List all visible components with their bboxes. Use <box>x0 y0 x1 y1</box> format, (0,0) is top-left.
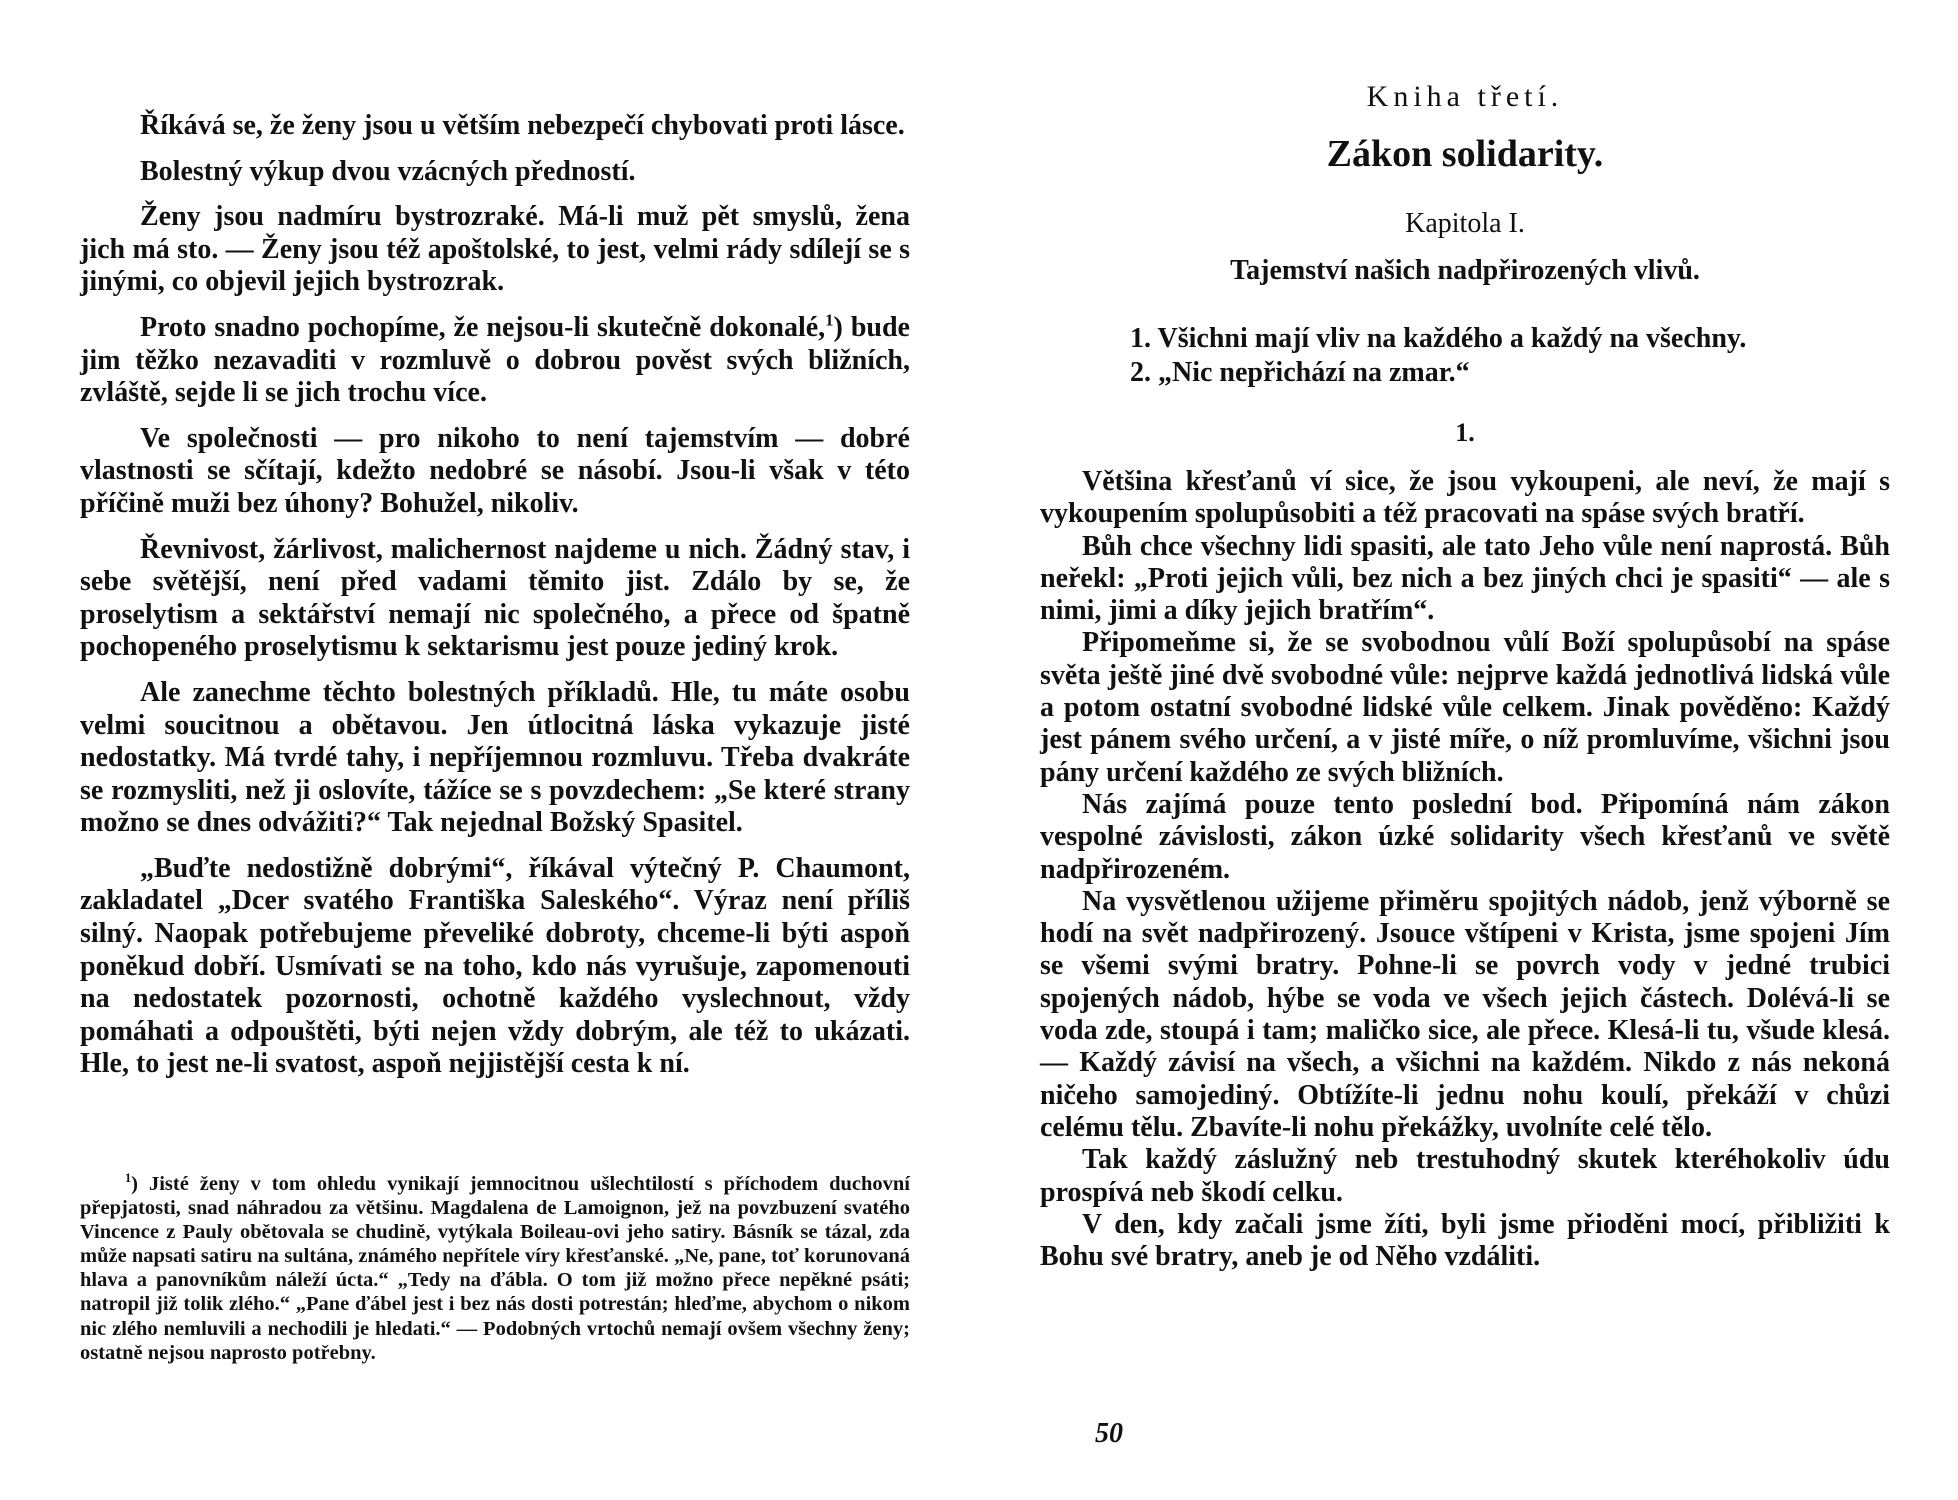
right-page-body <box>1040 466 1890 1273</box>
paragraph: V den, kdy začali jsme žíti, byli jsme přioděni mocí, přibližiti k Bohu své bratry, aneb je od Něho vzdáliti. <box>1040 1208 1890 1273</box>
chapter-theses <box>1130 322 1890 390</box>
paragraph: Bolestný výkup dvou vzácných předností. <box>140 155 636 187</box>
paragraph: Ve společnosti — pro nikoho to není tajemstvím — dobré vlastnosti se sčítají, kdežto nedobré se násobí. Jsou-li však v této příčině muži bez úhony? Bohužel, nikoliv. <box>80 422 910 519</box>
paragraph-text: Proto snadno pochopíme, že nejsou-li skutečně dokonalé, <box>140 311 826 343</box>
paragraph: Na vysvětlenou užijeme přiměru spojitých nádob, jenž výborně se hodí na svět nadpřirozený. Jsouce vštípeni v Krista, jsme spojeni Jím se všemi svými bratry. Pohne-li se povrch vody v jedné trubici spojených nádob, hýbe se voda ve všech jejich částech. Dolévá-li se voda zde, stoupá i tam; maličko sice, ale přece. Klesá-li tu, všude klesá. — Každý závisí na všech, a všichni na každém. Nikdo z nás nekoná ničeho samojediný. Obtížíte-li jednu nohu koulí, překáží v chůzi celému tělu. Zbavíte-li nohu překážky, uvolníte celé tělo. <box>1040 885 1890 1143</box>
left-page-body <box>80 110 910 1094</box>
paragraph: Řevnivost, žárlivost, malichernost najdeme u nich. Žádný stav, i sebe světější, není před vadami těmito jist. Zdálo by se, že proselytism a sektářství nemají nic společného, a přece od špatně pochopeného proselytismu k sektarismu jest pouze jediný krok. <box>80 533 910 663</box>
section-number: 1. <box>1455 418 1475 447</box>
paragraph: Nás zajímá pouze tento poslední bod. Připomíná nám zákon vespolné závislosti, zákon úzké solidarity všech křesťanů ve světě nadpřirozeném. <box>1040 788 1890 885</box>
footnote-marker: 1 <box>125 1171 132 1186</box>
footnote-reference: 1 <box>825 310 834 330</box>
paragraph: Ale zanechme těchto bolestných příkladů. Hle, tu máte osobu velmi soucitnou a obětavou. Jen útlocitná láska vykazuje jisté nedostatky. Má tvrdé tahy, i nepříjemnou rozmluvu. Třeba dvakráte se rozmysliti, než ji oslovíte, tážíce se s povzdechem: „Se které strany možno se dnes odvážiti?“ Tak nejednal Božský Spasitel. <box>80 676 910 839</box>
chapter-title: Tajemství našich nadpřirozených vlivů. <box>1230 255 1700 286</box>
paragraph: Většina křesťanů ví sice, že jsou vykoupeni, ale neví, že mají s vykoupením spolupůsobiti a též pracovati na spáse svých bratří. <box>1040 466 1890 530</box>
paragraph: Říkává se, že ženy jsou u větším nebezpečí chybovati proti lásce. <box>140 110 905 141</box>
footnote-body: ) Jisté ženy v tom ohledu vynikají jemnocitnou ušlechtilostí s příchodem duchovní přepjatosti, snad náhradou za většinu. Magdalena de Lamoignon, jež na povzbuzení svatého Vincence z Pauly obětovala se chudině, vytýkala Boileau-ovi jeho satiry. Básník se tázal, zda může napsati satiru na sultána, známého nepřítele víry křesťanské. „Ne, pane, toť korunovaná hlava a panovníkům náleží úcta.“ „Tedy na ďábla. O tom již možno přece nepěkné psáti; natropil již tolik zlého.“ „Pane ďábel jest i bez nás dosti potrestán; hleďme, abychom o nikom nic zlého nemluvili a nechodili je hledati.“ — Podobných vrtochů nemají ovšem všechny ženy; ostatně nejsou naprosto potřebny. <box>80 1173 910 1364</box>
paragraph: „Buďte nedostižně dobrými“, říkával výtečný P. Chaumont, zakladatel „Dcer svatého Františka Saleského“. Výraz není příliš silný. Naopak potřebujeme převeliké dobroty, chceme-li býti aspoň poněkud dobří. Usmívati se na toho, kdo nás vyrušuje, zapomenouti na nedostatek pozornosti, ochotně každého vyslechnout, vždy pomáhati a odpouštěti, býti nejen vždy dobrým, ale též to ukázati. Hle, to jest ne-li svatost, aspoň nejjistější cesta k ní. <box>80 852 910 1080</box>
paragraph <box>80 312 910 410</box>
thesis-item: 2. „Nic nepřichází na zmar.“ <box>1130 357 1470 388</box>
paragraph: Ženy jsou nadmíru bystrozraké. Má-li muž pět smyslů, žena jich má sto. — Ženy jsou též apoštolské, to jest, velmi rády sdílejí se s jinými, co objevil jejich bystrozrak. <box>80 201 910 298</box>
chapter-label: Kapitola I. <box>1405 208 1525 239</box>
page-number: 50 <box>1095 1418 1123 1449</box>
thesis-item: 1. Všichni mají vliv na každého a každý na všechny. <box>1130 323 1747 354</box>
book-label: Kniha třetí. <box>1366 80 1564 113</box>
paragraph-text-continued: ) bude jim těžko nezavaditi v rozmluvě o dobrou pověst svých bližních, zvláště, sejde li se jich trochu více. <box>80 311 910 409</box>
paragraph: Připomeňme si, že se svobodnou vůlí Boží spolupůsobí na spáse světa ještě jiné dvě svobodné vůle: nejprve každá jednotlivá lidská vůle a potom ostatní svobodné lidské vůle celkem. Jinak pověděno: Každý jest pánem svého určení, a v jisté míře, o níž promluvíme, všichni jsou pány určení každého ze svých bližních. <box>1040 627 1890 788</box>
paragraph: Tak každý záslužný neb trestuhodný skutek kteréhokoliv údu prospívá neb škodí celku. <box>1040 1144 1890 1208</box>
book-title: Zákon solidarity. <box>1326 133 1604 175</box>
footnote-text <box>80 1172 910 1365</box>
footnote <box>80 1172 910 1365</box>
paragraph: Bůh chce všechny lidi spasiti, ale tato Jeho vůle není naprostá. Bůh neřekl: „Proti jejich vůli, bez nich a bez jiných chci je spasiti“ — ale s nimi, jimi a díky jejich bratřím“. <box>1040 530 1890 627</box>
